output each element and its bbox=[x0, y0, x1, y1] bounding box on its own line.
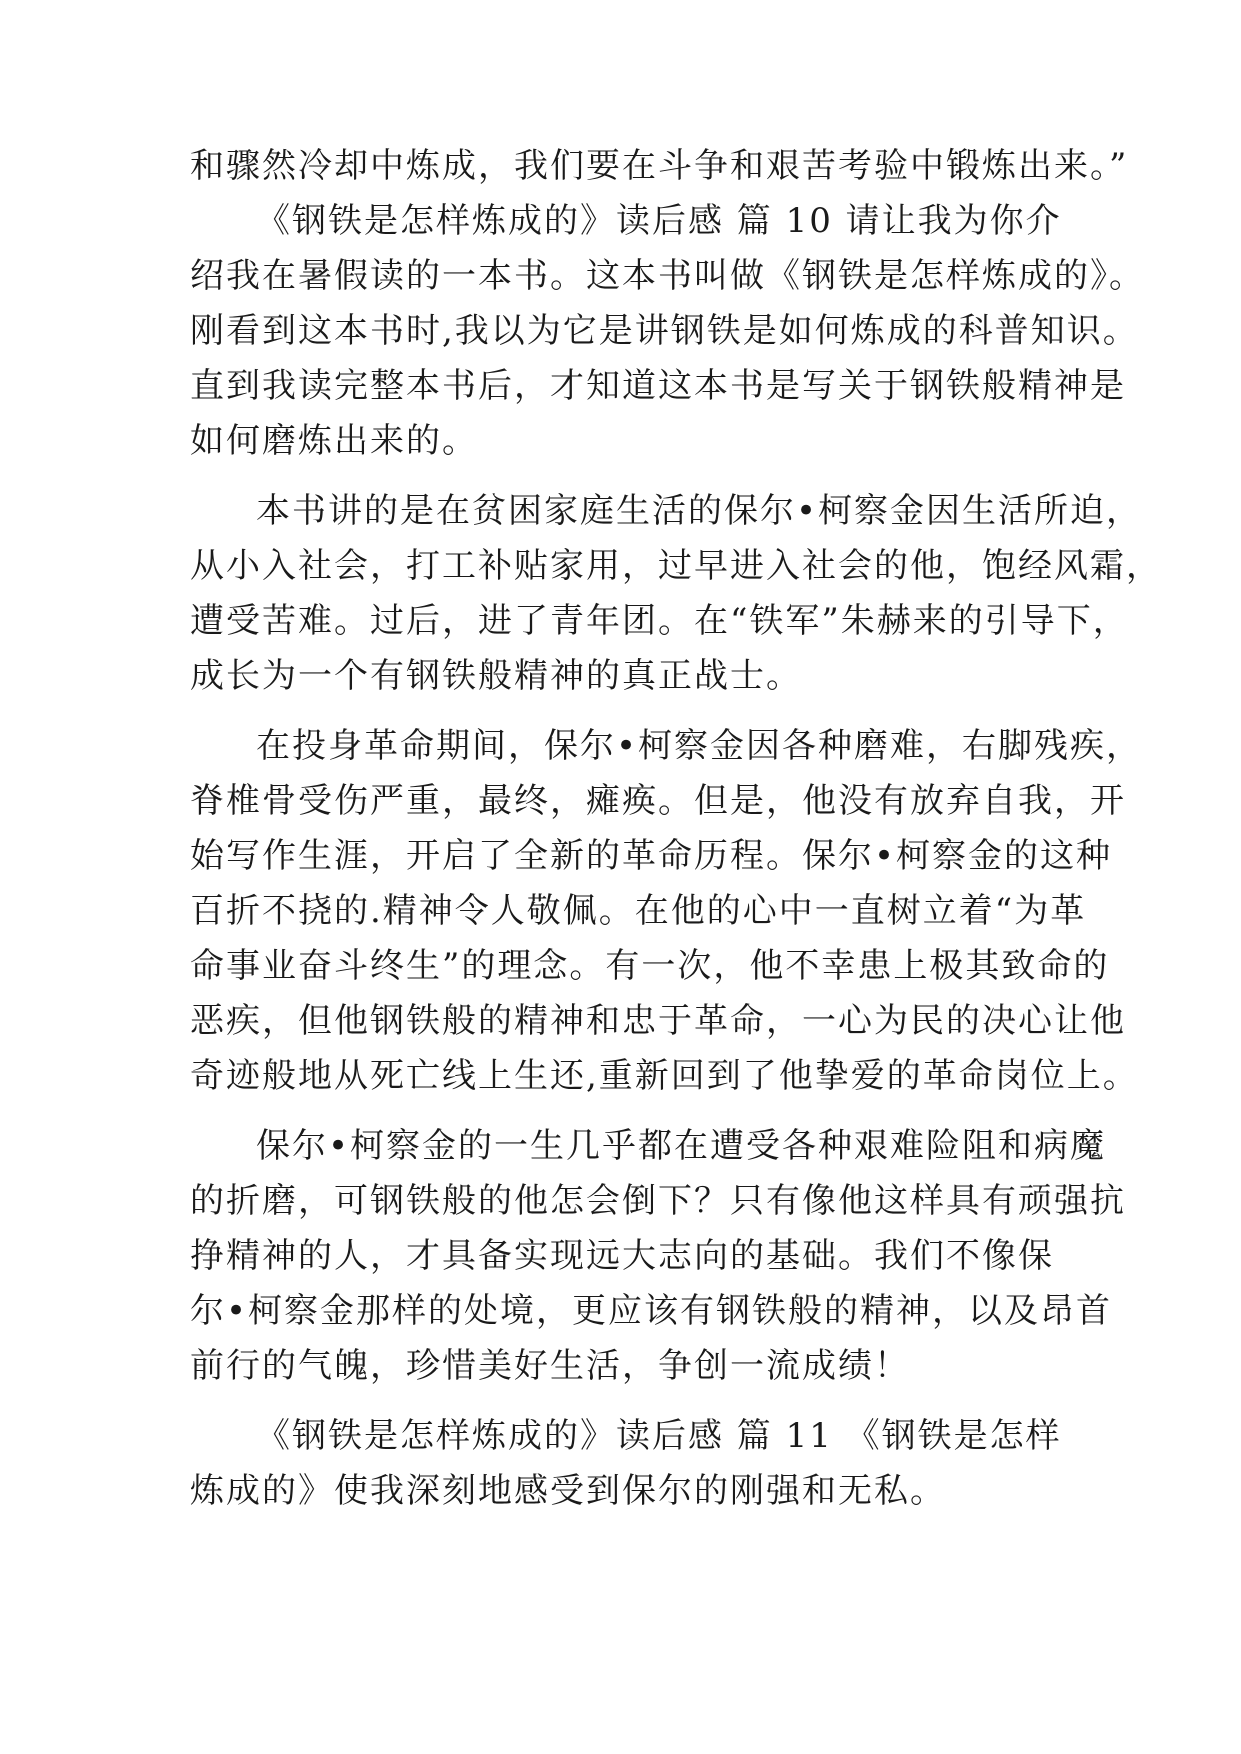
text-line: 百折不挠的.精神令人敬佩。在他的心中一直树立着“为革 bbox=[190, 891, 1087, 931]
text-line: 直到我读完整本书后，才知道这本书是写关于钢铁般精神是 bbox=[190, 366, 1126, 406]
text-line: 前行的气魄，珍惜美好生活，争创一流成绩！ bbox=[190, 1346, 910, 1386]
text-line: 和骤然冷却中炼成，我们要在斗争和艰苦考验中锻炼出来。” bbox=[190, 146, 1129, 186]
text-line: 尔•柯察金那样的处境，更应该有钢铁般的精神，以及昂首 bbox=[190, 1291, 1113, 1331]
text-line: 脊椎骨受伤严重，最终，瘫痪。但是，他没有放弃自我，开 bbox=[190, 781, 1126, 821]
text-line: 奇迹般地从死亡线上生还,重新回到了他挚爱的革命岗位上。 bbox=[190, 1056, 1139, 1096]
text-line: 遭受苦难。过后，进了青年团。在“铁军”朱赫来的引导下， bbox=[190, 601, 1129, 641]
text-line: 挣精神的人，才具备实现远大志向的基础。我们不像保 bbox=[190, 1236, 1054, 1276]
paragraph-start: 保尔•柯察金的一生几乎都在遭受各种艰难险阻和病魔 bbox=[256, 1126, 1107, 1166]
paragraph-start: 在投身革命期间，保尔•柯察金因各种磨难，右脚残疾， bbox=[256, 726, 1143, 766]
text-line: 命事业奋斗终生”的理念。有一次，他不幸患上极其致命的 bbox=[190, 946, 1110, 986]
text-line: 始写作生涯，开启了全新的革命历程。保尔•柯察金的这种 bbox=[190, 836, 1113, 876]
paragraph-start: 本书讲的是在贫困家庭生活的保尔•柯察金因生活所迫， bbox=[256, 491, 1143, 531]
text-line: 绍我在暑假读的一本书。这本书叫做《钢铁是怎样炼成的》。 bbox=[190, 256, 1145, 296]
essay-heading-11: 《钢铁是怎样炼成的》读后感 篇 11 《钢铁是怎样 bbox=[256, 1416, 1062, 1456]
text-line: 刚看到这本书时,我以为它是讲钢铁是如何炼成的科普知识。 bbox=[190, 311, 1139, 351]
text-line: 的折磨，可钢铁般的他怎会倒下？只有像他这样具有顽强抗 bbox=[190, 1181, 1126, 1221]
text-line: 恶疾，但他钢铁般的精神和忠于革命，一心为民的决心让他 bbox=[190, 1001, 1126, 1041]
text-line: 成长为一个有钢铁般精神的真正战士。 bbox=[190, 656, 802, 696]
essay-heading-10: 《钢铁是怎样炼成的》读后感 篇 10 请让我为你介 bbox=[256, 201, 1062, 241]
text-line: 炼成的》使我深刻地感受到保尔的刚强和无私。 bbox=[190, 1471, 946, 1511]
text-line: 如何磨炼出来的。 bbox=[190, 421, 478, 461]
text-line: 从小入社会，打工补贴家用，过早进入社会的他，饱经风霜， bbox=[190, 546, 1162, 586]
